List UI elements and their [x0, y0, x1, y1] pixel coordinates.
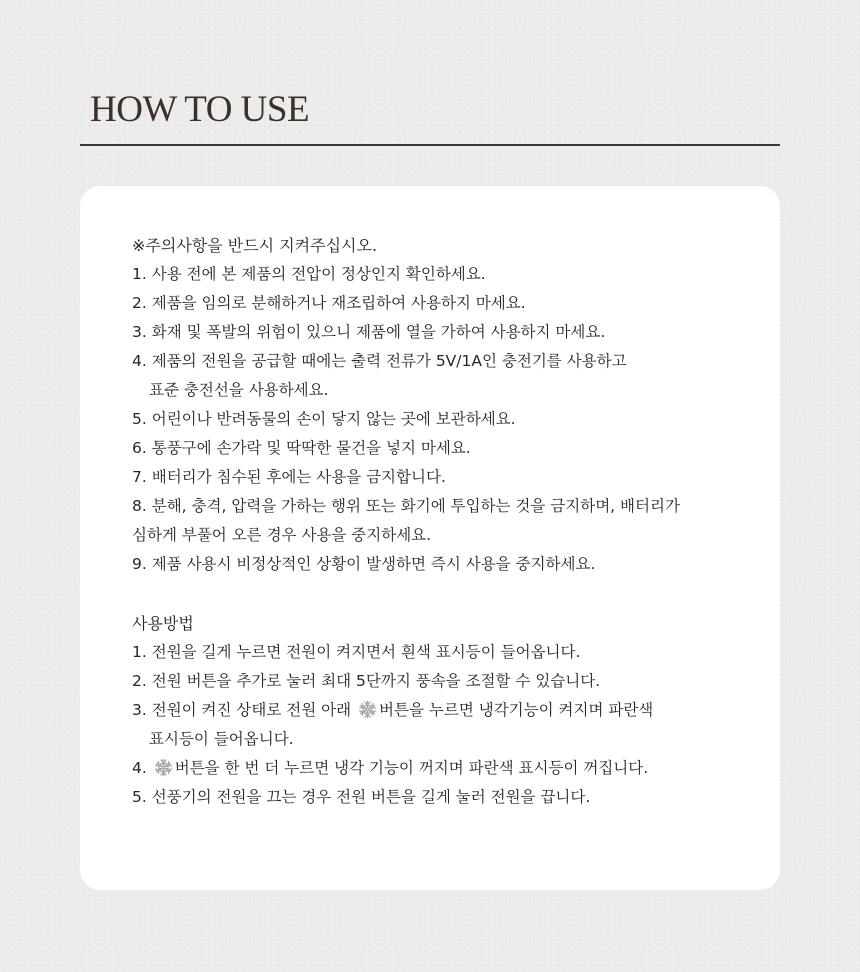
caution-item-6: 6. 통풍구에 손가락 및 딱딱한 물건을 넣지 마세요.: [132, 439, 471, 457]
caution-item-4: 4. 제품의 전원을 공급할 때에는 출력 전류가 5V/1A인 충전기를 사용하고: [132, 352, 627, 370]
caution-item-9: 9. 제품 사용시 비정상적인 상황이 발생하면 즉시 사용을 중지하세요.: [132, 555, 596, 573]
usage-step-1: 1. 전원을 길게 누르면 전원이 켜지면서 흰색 표시등이 들어옵니다.: [132, 643, 581, 661]
page-title: HOW TO USE: [90, 89, 310, 130]
caution-item-7: 7. 배터리가 침수된 후에는 사용을 금지합니다.: [132, 468, 446, 486]
usage-step-4-text-after: 버튼을 한 번 더 누르면 냉각 기능이 꺼지며 파란색 표시등이 꺼집니다.: [174, 759, 649, 777]
caution-item-8-continued: 심하게 부풀어 오른 경우 사용을 중지하세요.: [132, 526, 432, 544]
caution-heading: ※주의사항을 반드시 지켜주십시오.: [132, 236, 378, 255]
usage-step-3-continued: 표시등이 들어옵니다.: [149, 730, 294, 748]
instructions-content: [132, 231, 762, 812]
usage-step-5: 5. 선풍기의 전원을 끄는 경우 전원 버튼을 길게 눌러 전원을 끕니다.: [132, 788, 591, 806]
caution-item-5: 5. 어린이나 반려동물의 손이 닿지 않는 곳에 보관하세요.: [132, 410, 516, 428]
snowflake-icon: [358, 700, 377, 719]
caution-section: [132, 231, 762, 579]
caution-item-8: 8. 분해, 충격, 압력을 가하는 행위 또는 화기에 투입하는 것을 금지하며, 배터리가: [132, 497, 680, 515]
usage-step-3-text-after: 버튼을 누르면 냉각기능이 켜지며 파란색: [379, 701, 654, 719]
title-divider: [80, 144, 780, 146]
section-spacer: [132, 579, 762, 609]
usage-step-3-text-before: 3. 전원이 켜진 상태로 전원 아래: [132, 701, 357, 719]
snowflake-icon: [154, 758, 173, 777]
caution-item-1: 1. 사용 전에 본 제품의 전압이 정상인지 확인하세요.: [132, 265, 486, 283]
caution-item-3: 3. 화재 및 폭발의 위험이 있으니 제품에 열을 가하여 사용하지 마세요.: [132, 323, 606, 341]
usage-step-3: [132, 696, 762, 725]
usage-heading: 사용방법: [132, 614, 194, 633]
usage-step-2: 2. 전원 버튼을 추가로 눌러 최대 5단까지 풍속을 조절할 수 있습니다.: [132, 672, 601, 690]
instructions-card: [80, 186, 780, 890]
caution-item-4-continued: 표준 충전선을 사용하세요.: [149, 381, 329, 399]
usage-section: [132, 609, 762, 812]
usage-step-4-text-before: 4.: [132, 759, 152, 777]
caution-item-2: 2. 제품을 임의로 분해하거나 재조립하여 사용하지 마세요.: [132, 294, 526, 312]
usage-step-4: [132, 754, 762, 783]
